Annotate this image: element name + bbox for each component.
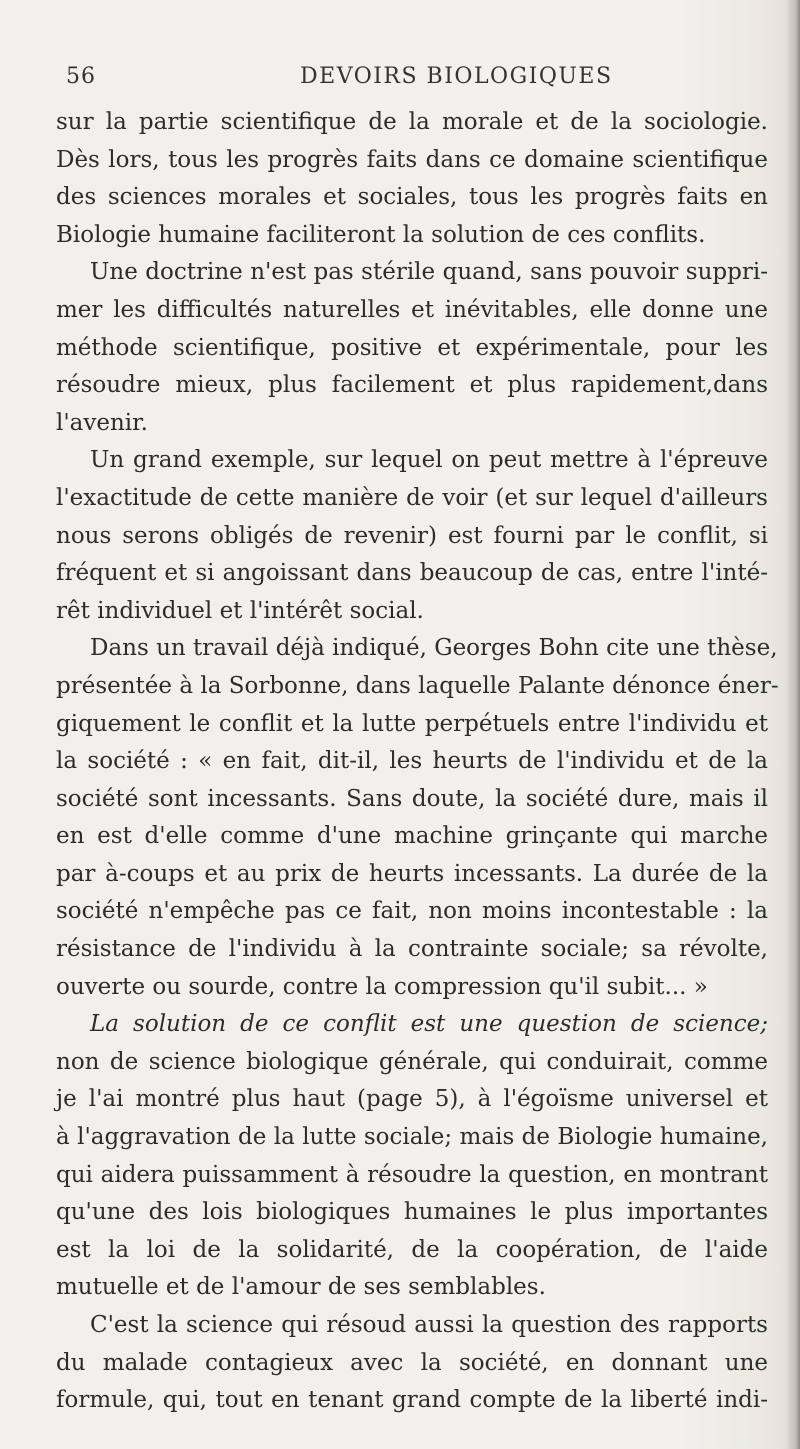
text-line: résistance de l'individu à la contrainte sociale; sa révolte, bbox=[56, 936, 768, 963]
text-line: résoudre mieux, plus facilement et plus rapidement,dans bbox=[56, 372, 768, 399]
text-line: Une doctrine n'est pas stérile quand, sans pouvoir suppri- bbox=[90, 259, 768, 286]
text-line: qui aidera puissamment à résoudre la question, en montrant bbox=[56, 1161, 768, 1188]
text-line: société n'empêche pas ce fait, non moins incontestable : la bbox=[56, 898, 768, 925]
text-line: mutuelle et de l'amour de ses semblables. bbox=[56, 1274, 546, 1301]
text-line: du malade contagieux avec la société, en donnant une bbox=[56, 1349, 768, 1376]
text-line: Dans un travail déjà indiqué, Georges Bohn cite une thèse, bbox=[90, 635, 778, 662]
text-line: par à-coups et au prix de heurts incessants. La durée de la bbox=[56, 860, 768, 887]
text-line: Biologie humaine faciliteront la solution de ces conflits. bbox=[56, 221, 706, 248]
text-line: formule, qui, tout en tenant grand compte de la liberté indi- bbox=[56, 1387, 768, 1414]
text-line: des sciences morales et sociales, tous les progrès faits en bbox=[56, 184, 768, 211]
text-line: nous serons obligés de revenir) est fourni par le conflit, si bbox=[56, 522, 768, 549]
text-line: l'avenir. bbox=[56, 409, 148, 436]
text-line: est la loi de la solidarité, de la coopération, de l'aide bbox=[56, 1236, 768, 1263]
text-line: en est d'elle comme d'une machine grinçante qui marche bbox=[56, 823, 768, 850]
text-line: Un grand exemple, sur lequel on peut mettre à l'épreuve bbox=[90, 447, 768, 474]
text-line: à l'aggravation de la lutte sociale; mais de Biologie humaine, bbox=[56, 1124, 768, 1151]
text-line: Dès lors, tous les progrès faits dans ce domaine scientifique bbox=[56, 146, 768, 173]
page-edge-shadow bbox=[786, 0, 800, 1449]
text-line: méthode scientifique, positive et expérimentale, pour les bbox=[56, 334, 768, 361]
text-line: société sont incessants. Sans doute, la société dure, mais il bbox=[56, 785, 768, 812]
text-line: C'est la science qui résoud aussi la question des rapports bbox=[90, 1312, 768, 1338]
text-line: la société : « en fait, dit-il, les heurts de l'individu et de la bbox=[56, 748, 768, 775]
text-line: sur la partie scientifique de la morale et de la sociologie. bbox=[56, 109, 768, 135]
text-line: mer les difficultés naturelles et inévitables, elle donne une bbox=[56, 296, 768, 323]
body-text bbox=[56, 104, 779, 1420]
text-line-italic: La solution de ce conflit est une question de science; bbox=[90, 1011, 768, 1038]
page-number: 56 bbox=[66, 64, 96, 89]
text-line: je l'ai montré plus haut (page 5), à l'égoïsme universel et bbox=[56, 1086, 768, 1113]
text-line: l'exactitude de cette manière de voir (et sur lequel d'ailleurs bbox=[56, 484, 768, 511]
text-line: qu'une des lois biologiques humaines le plus importantes bbox=[56, 1199, 768, 1226]
text-line: non de science biologique générale, qui conduirait, comme bbox=[56, 1048, 768, 1075]
text-line: giquement le conflit et la lutte perpétuels entre l'individu et bbox=[56, 710, 768, 737]
page-header bbox=[0, 64, 800, 98]
running-title: DEVOIRS BIOLOGIQUES bbox=[300, 64, 613, 89]
text-line: fréquent et si angoissant dans beaucoup de cas, entre l'inté- bbox=[56, 560, 768, 587]
text-line: ouverte ou sourde, contre la compression qu'il subit... » bbox=[56, 973, 708, 1000]
text-line: rêt individuel et l'intérêt social. bbox=[56, 597, 424, 624]
text-line: présentée à la Sorbonne, dans laquelle Palante dénonce éner- bbox=[56, 672, 779, 699]
